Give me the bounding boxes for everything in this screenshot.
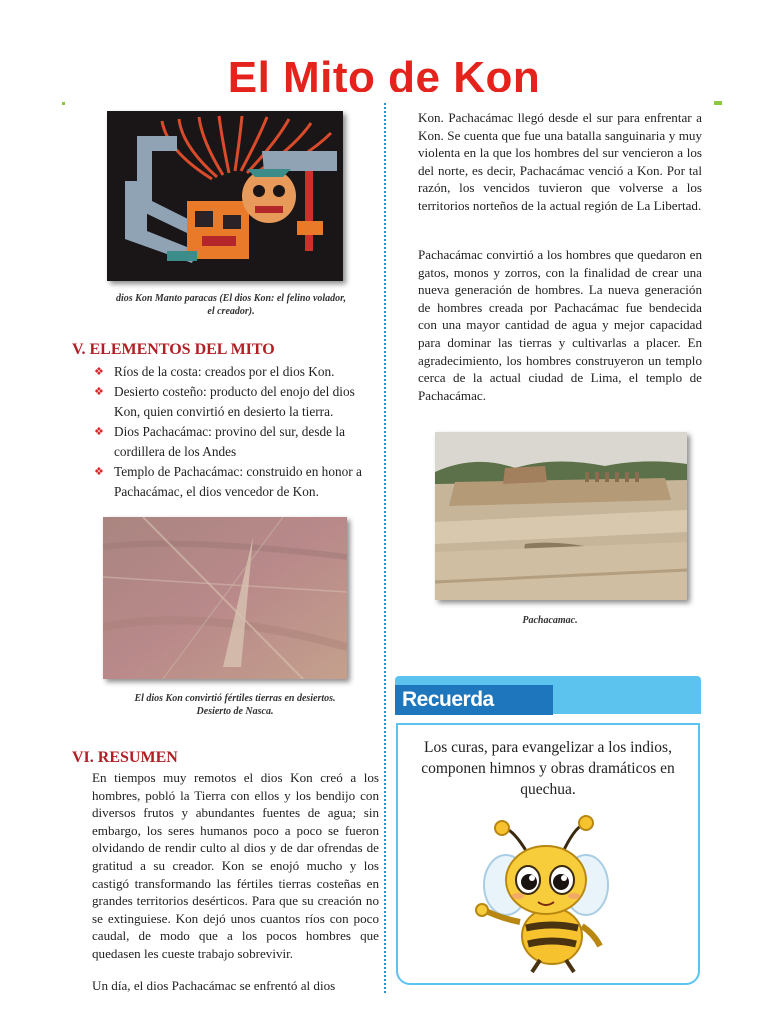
corner-mark-right xyxy=(714,101,722,105)
textile-caption-line1: dios Kon Manto paracas (El dios Kon: el felino volador, xyxy=(115,293,347,304)
right-paragraph-1: Kon. Pachacámac llegó desde el sur para enfrentar a Kon. Se cuenta que fue una batalla sanguinaria y muy violenta en la que los hombres del sur vencieron a los del norte, es decir, Pachacámac venció a Kon. Por tal razón, los vencidos tuvieron que volverse a los territorios norteños de la actual región de La Libertad. xyxy=(418,110,702,213)
pachacamac-image xyxy=(435,432,687,600)
section-v-list xyxy=(92,362,382,502)
textile-image xyxy=(107,111,343,281)
textile-caption-line2: el creador). xyxy=(207,306,255,317)
section-vi-heading: VI. RESUMEN xyxy=(72,749,178,766)
summary-text: En tiempos muy remotos el dios Kon creó a los hombres, pobló la Tierra con ellos y los bendijo con diversos frutos y abundantes fuentes de agua; sin embargo, los seres humanos poco a poco se fueron olvidando de rendir culto al dios y de dar ofrendas de gratitud a su creador. Kon se enojó mucho y los castigó transformando las fértiles tierras costeñas en grandes territorios desérticos. Para que su creación no se extinguiese. Kon dejó unos cuantos ríos con poco caudal, de modo que a los pocos hombres que quedasen les cueste trabajo sobrevivir. xyxy=(92,770,379,961)
diamond-bullet-icon: ❖ xyxy=(94,386,104,398)
summary-text-continued: Un día, el dios Pachacámac se enfrentó al dios xyxy=(92,978,336,993)
page-title: El Mito de Kon xyxy=(227,53,541,92)
pachacamac-caption: Pachacamac. xyxy=(522,615,578,626)
corner-mark-left xyxy=(62,102,65,105)
list-item: ❖ Dios Pachacámac: provino del sur, desde la cordillera de los Andes xyxy=(94,424,345,459)
right-paragraph-2: Pachacámac convirtió a los hombres que quedaron en gatos, monos y zorros, con la finalidad de crear una nueva generación de hombres. La nueva generación de hombres creada por Pachacámac fue bendecida con una mayor cantidad de agua y mejor capacidad para dominar las tierras y cultivarlas a placer. En agradecimiento, los hombres construyeron un templo cerca de la actual ciudad de Lima, el templo de Pachacámac. xyxy=(418,247,702,403)
list-item: ❖ Desierto costeño: producto del enojo del dios Kon, quien convirtió en desierto la tierra. xyxy=(94,384,355,419)
textile-caption xyxy=(100,292,362,318)
nasca-image xyxy=(103,517,347,679)
diamond-bullet-icon: ❖ xyxy=(94,466,104,478)
diamond-bullet-icon: ❖ xyxy=(94,366,104,378)
bee-mascot-icon xyxy=(470,810,620,980)
recuerda-text: Los curas, para evangelizar a los indios, componen himnos y obras dramáticos en quechua. xyxy=(421,739,675,798)
nasca-caption-line1: El dios Kon convirtió fértiles tierras en desiertos. xyxy=(134,693,336,704)
list-item: ❖ Ríos de la costa: creados por el dios Kon. xyxy=(92,362,382,382)
list-item: ❖ Templo de Pachacámac: construido en honor a Pachacámac, el dios vencedor de Kon. xyxy=(94,464,362,499)
column-divider xyxy=(384,103,386,993)
nasca-caption xyxy=(100,692,370,718)
nasca-caption-line2: Desierto de Nasca. xyxy=(196,706,274,717)
recuerda-label: Recuerda xyxy=(402,688,494,711)
section-v-heading: V. ELEMENTOS DEL MITO xyxy=(72,341,275,358)
diamond-bullet-icon: ❖ xyxy=(94,426,104,438)
